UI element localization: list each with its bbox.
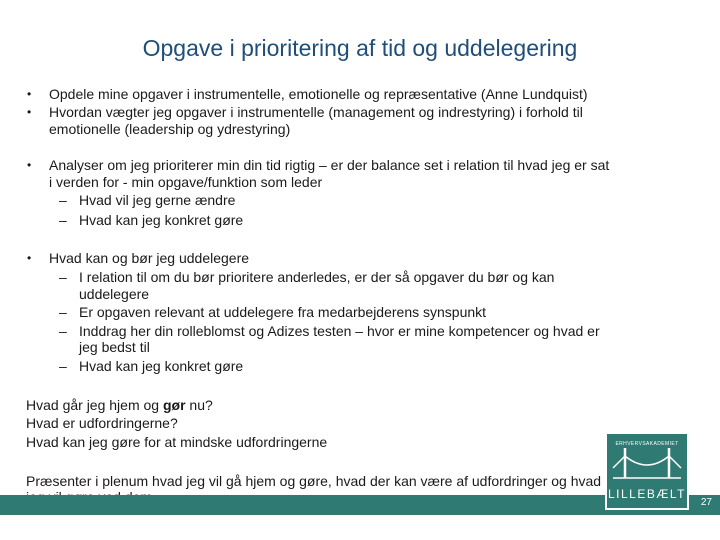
question-line: Hvad er udfordringerne? <box>26 415 178 431</box>
question-line: Hvad kan jeg gøre for at mindske udfordringerne <box>26 434 328 450</box>
sub-bullet-text-continued: jeg bedst til <box>79 339 150 355</box>
logo-top-text: ERHVERVSAKADEMIET <box>615 441 679 447</box>
sub-bullet-text: Hvad vil jeg gerne ændre <box>79 192 236 208</box>
sub-bullet-text: Hvad kan jeg konkret gøre <box>79 358 244 374</box>
bullet-text-continued: emotionelle (leadership og ydrestyring) <box>49 121 291 137</box>
dash-marker: – <box>59 212 67 228</box>
logo <box>605 432 689 510</box>
dash-marker: – <box>59 358 67 374</box>
sub-bullet-text: Hvad kan jeg konkret gøre <box>79 212 244 228</box>
dash-marker: – <box>59 304 67 320</box>
dash-marker: – <box>59 269 67 285</box>
question-prefix: Hvad går jeg hjem og <box>26 397 163 413</box>
question-line <box>26 397 213 413</box>
sub-bullet-text: Inddrag her din rolleblomst og Adizes testen – hvor er mine kompetencer og hvad er <box>79 323 600 339</box>
sub-bullet-text: I relation til om du bør prioritere anderledes, er der så opgaver du bør og kan <box>79 269 555 285</box>
bullet-text: Analyser om jeg prioriterer min din tid rigtig – er der balance set i relation til hvad jeg er sat <box>49 157 610 173</box>
dash-marker: – <box>59 192 67 208</box>
sub-bullet-text-continued: uddelegere <box>79 286 150 302</box>
bullet-marker: • <box>27 87 32 101</box>
bullet-text: Hvad kan og bør jeg uddelegere <box>49 250 250 266</box>
sub-bullet-text: Er opgaven relevant at uddelegere fra medarbejderens synspunkt <box>79 304 487 320</box>
bullet-text-continued: i verden for - min opgave/funktion som leder <box>49 174 323 190</box>
slide-title: Opgave i prioritering af tid og uddelegering <box>142 35 578 61</box>
bullet-text: Opdele mine opgaver i instrumentelle, emotionelle og repræsentative (Anne Lundquist) <box>49 86 588 102</box>
question-suffix: nu? <box>185 397 213 413</box>
question-bold: gør <box>162 397 186 413</box>
present-instruction: Præsenter i plenum hvad jeg vil gå hjem og gøre, hvad der kan være af udfordringer og hvad <box>26 473 602 489</box>
page-number: 27 <box>700 497 712 508</box>
bullet-marker: • <box>27 251 32 265</box>
bullet-marker: • <box>27 158 32 172</box>
dash-marker: – <box>59 323 67 339</box>
bullet-marker: • <box>27 105 32 119</box>
bullet-text: Hvordan vægter jeg opgaver i instrumentelle (management og indrestyring) i forhold til <box>49 104 583 120</box>
logo-name: LILLEBÆLT <box>608 487 686 501</box>
